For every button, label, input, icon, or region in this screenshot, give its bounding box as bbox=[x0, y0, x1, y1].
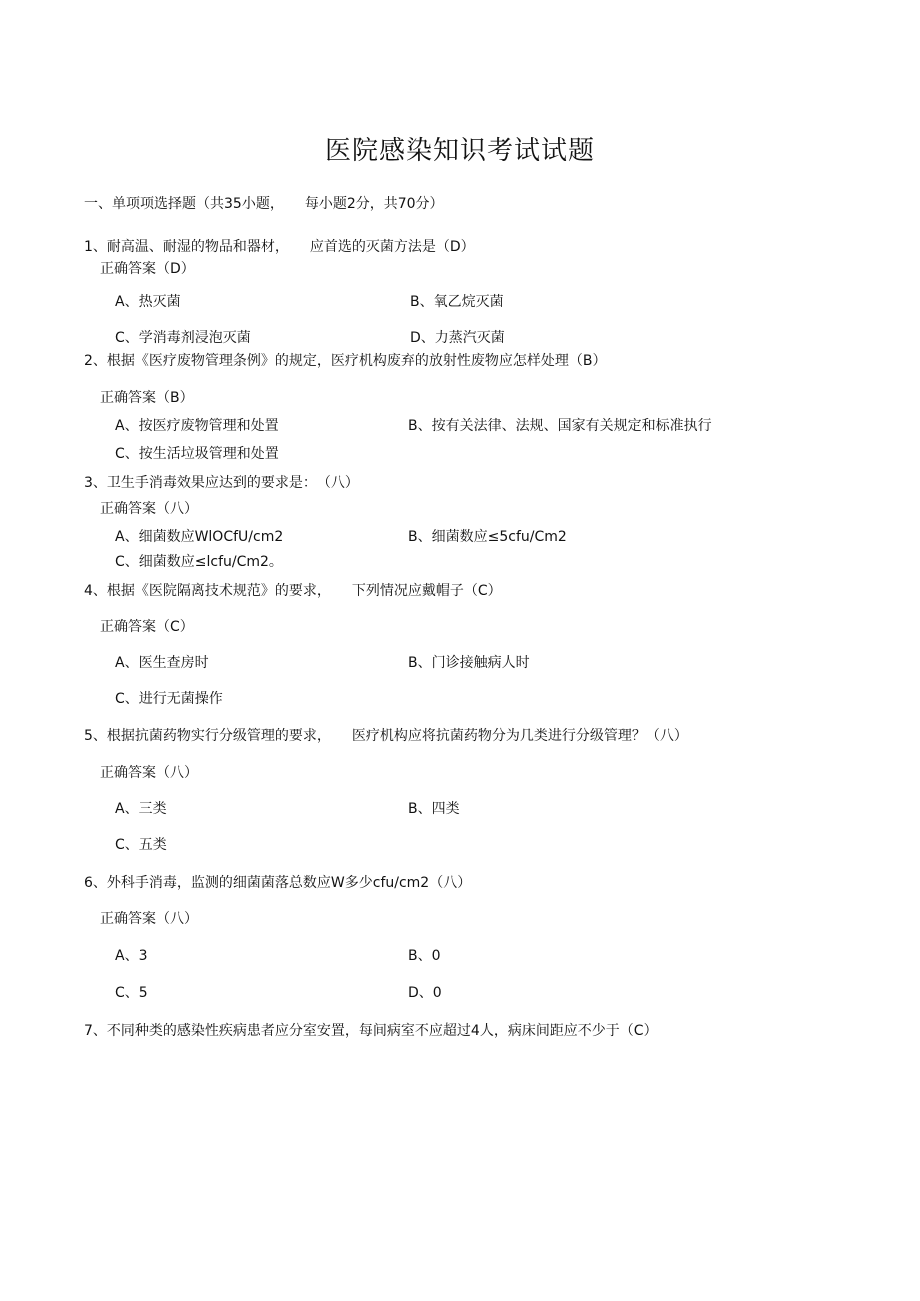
option-b: B、细菌数应≤5cfu/Cm2 bbox=[408, 529, 567, 545]
option-b: B、按有关法律、法规、国家有关规定和标准执行 bbox=[408, 418, 712, 434]
correct-answer: 正确答案（D） bbox=[100, 261, 195, 277]
correct-answer: 正确答案（八） bbox=[100, 765, 198, 781]
correct-answer: 正确答案（八） bbox=[100, 911, 198, 927]
question-stem: 5、根据抗菌药物实行分级管理的要求， 医疗机构应将抗菌药物分为几类进行分级管理？（八） bbox=[84, 728, 688, 744]
correct-answer: 正确答案（八） bbox=[100, 501, 198, 517]
page-title: 医院感染知识考试试题 bbox=[324, 136, 595, 166]
option-b: B、门诊接触病人时 bbox=[408, 655, 530, 671]
option-b: B、氧乙烷灭菌 bbox=[410, 294, 504, 310]
option-a: A、热灭菌 bbox=[115, 294, 181, 310]
option-d: D、0 bbox=[408, 985, 442, 1001]
option-b: B、0 bbox=[408, 948, 441, 964]
option-a: A、细菌数应WlOCfU/cm2 bbox=[115, 529, 284, 545]
question-stem: 2、根据《医疗废物管理条例》的规定，医疗机构废弃的放射性废物应怎样处理（B） bbox=[84, 353, 607, 369]
question-stem: 1、耐高温、耐湿的物品和器材， 应首选的灭菌方法是（D） bbox=[84, 239, 475, 255]
option-c: C、5 bbox=[115, 985, 148, 1001]
correct-answer: 正确答案（C） bbox=[100, 619, 194, 635]
section-heading: 一、单项项选择题（共35小题， 每小题2分，共70分） bbox=[84, 196, 444, 212]
option-c: C、按生活垃圾管理和处置 bbox=[115, 446, 279, 462]
question-stem: 6、外科手消毒，监测的细菌菌落总数应W多少cfu/cm2（八） bbox=[84, 875, 472, 891]
option-c: C、细菌数应≤lcfu/Cm2。 bbox=[115, 554, 283, 570]
option-c: C、五类 bbox=[115, 837, 167, 853]
correct-answer: 正确答案（B） bbox=[100, 390, 194, 406]
option-a: A、按医疗废物管理和处置 bbox=[115, 418, 279, 434]
question-stem: 7、不同种类的感染性疾病患者应分室安置，每间病室不应超过4人，病床间距应不少于（C） bbox=[84, 1023, 658, 1039]
option-c: C、进行无菌操作 bbox=[115, 691, 223, 707]
question-stem: 3、卫生手消毒效果应达到的要求是： （八） bbox=[84, 475, 359, 491]
option-b: B、四类 bbox=[408, 801, 460, 817]
option-c: C、学消毒剂浸泡灭菌 bbox=[115, 330, 251, 346]
option-a: A、三类 bbox=[115, 801, 167, 817]
option-d: D、力蒸汽灭菌 bbox=[410, 330, 505, 346]
option-a: A、3 bbox=[115, 948, 148, 964]
question-stem: 4、根据《医院隔离技术规范》的要求， 下列情况应戴帽子（C） bbox=[84, 583, 502, 599]
option-a: A、医生查房时 bbox=[115, 655, 209, 671]
